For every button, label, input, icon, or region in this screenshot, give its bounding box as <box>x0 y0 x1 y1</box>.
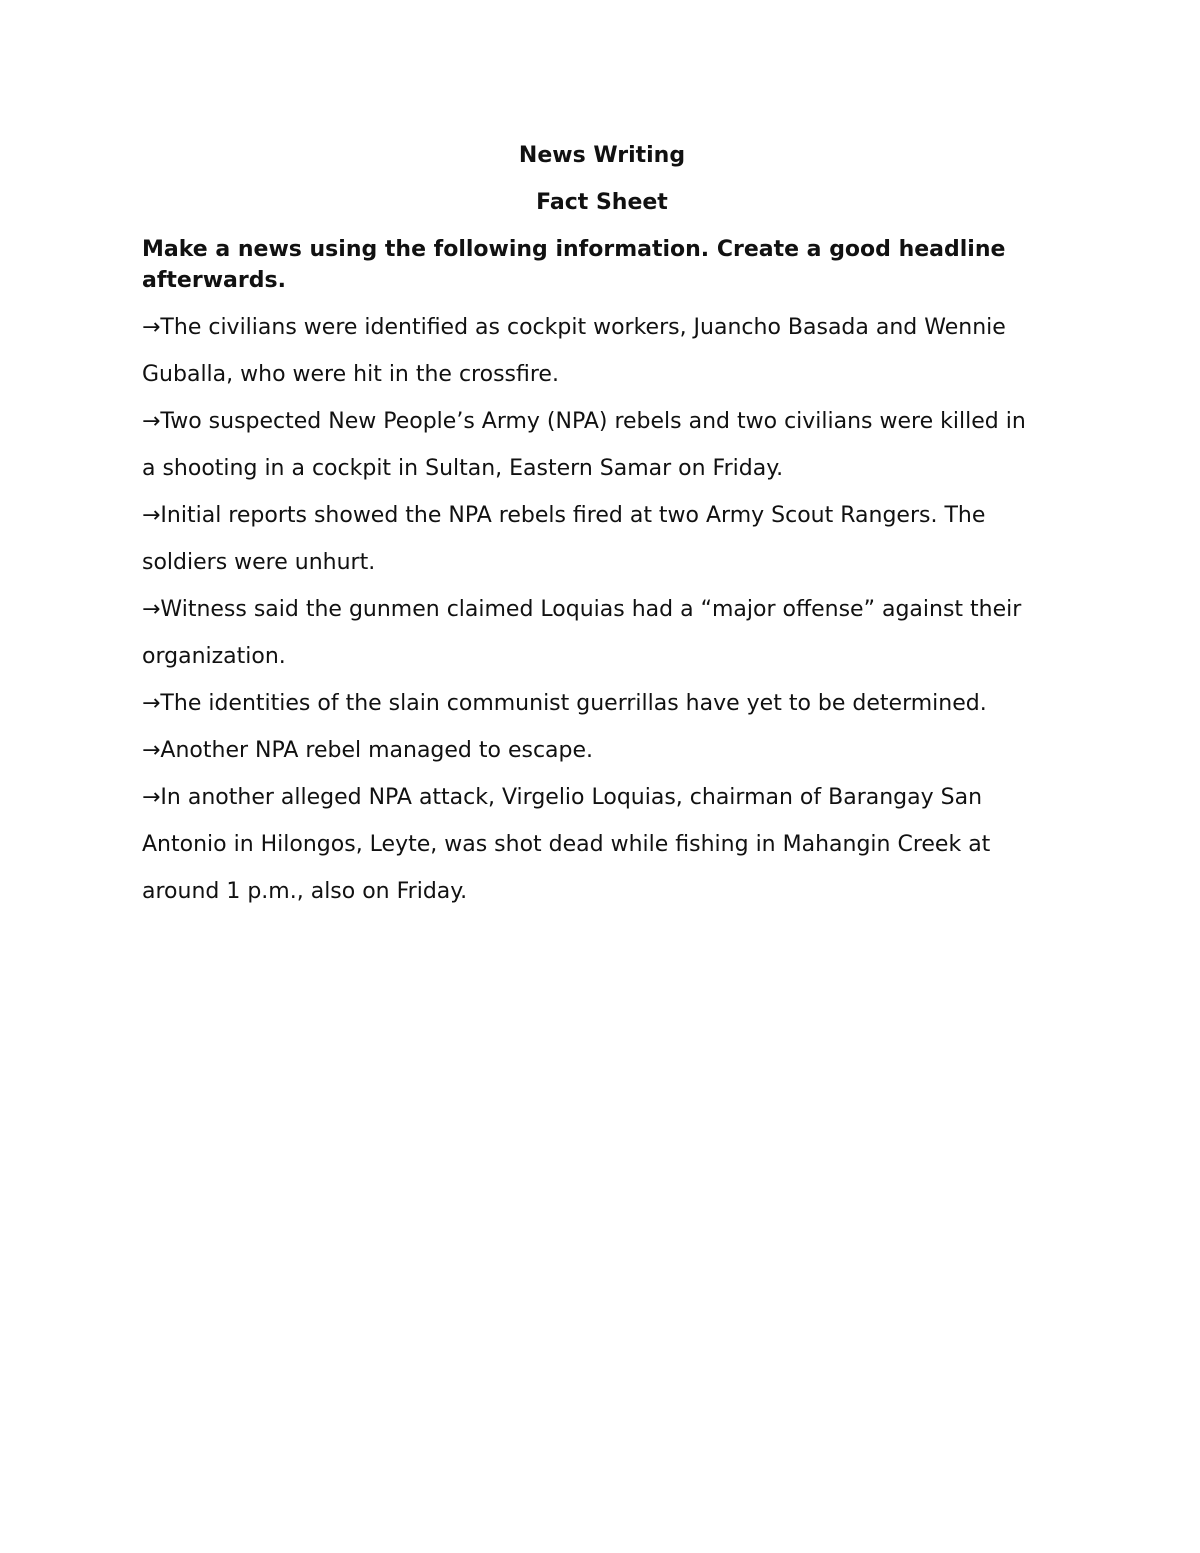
fact-paragraph: →Another NPA rebel managed to escape. <box>142 738 594 763</box>
document-subtitle: Fact Sheet <box>536 190 668 215</box>
document-title: News Writing <box>518 143 686 168</box>
instruction-text: Make a news using the following information. Create a good headline afterwards. <box>142 237 1006 293</box>
document-content <box>142 140 1062 923</box>
fact-paragraph: →In another alleged NPA attack, Virgelio Loquias, chairman of Barangay San <box>142 785 983 810</box>
fact-paragraph: →The civilians were identified as cockpit workers, Juancho Basada and Wennie <box>142 315 1006 340</box>
fact-paragraph: →Witness said the gunmen claimed Loquias had a “major offense” against their <box>142 597 1022 622</box>
fact-paragraph: organization. <box>142 644 286 669</box>
fact-paragraph: soldiers were unhurt. <box>142 550 376 575</box>
fact-paragraph: →The identities of the slain communist guerrillas have yet to be determined. <box>142 691 987 716</box>
fact-paragraph: →Two suspected New People’s Army (NPA) rebels and two civilians were killed in <box>142 409 1026 434</box>
fact-paragraph: a shooting in a cockpit in Sultan, Eastern Samar on Friday. <box>142 456 784 481</box>
fact-paragraph: Guballa, who were hit in the crossfire. <box>142 362 559 387</box>
fact-paragraph: around 1 p.m., also on Friday. <box>142 879 468 904</box>
fact-paragraph: →Initial reports showed the NPA rebels fired at two Army Scout Rangers. The <box>142 503 986 528</box>
fact-paragraph: Antonio in Hilongos, Leyte, was shot dead while fishing in Mahangin Creek at <box>142 832 991 857</box>
